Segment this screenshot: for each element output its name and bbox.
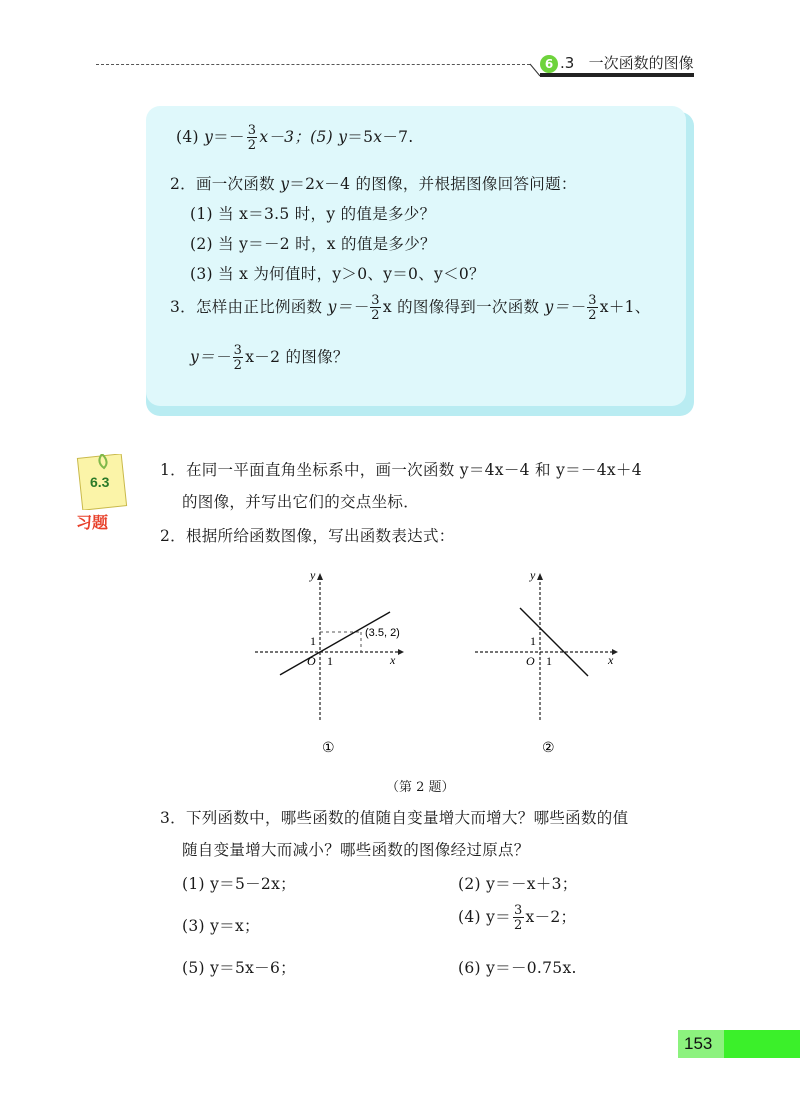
graph-1: [255, 568, 404, 756]
fraction: $\frac{3}{2}$: [371, 293, 380, 323]
graph-1-series-line: [280, 612, 390, 675]
graph-2-tick-x: 1: [546, 654, 552, 668]
graph-2: [475, 568, 618, 756]
box-question-2: 2．画一次函数 y＝2x－4 的图像，并根据图像回答问题：: [170, 175, 577, 193]
graph-1-point-label: (3.5, 2): [365, 627, 400, 639]
graph-1-x-label: x: [390, 653, 396, 667]
page-number: 153: [684, 1034, 713, 1053]
exercise-badge: [72, 454, 130, 536]
graph-2-tick-y: 1: [530, 634, 536, 648]
graph-1-tick-y: 1: [310, 634, 316, 648]
graph-1-tick-x: 1: [327, 654, 333, 668]
badge-label: 习题: [76, 513, 109, 532]
graph-2-x-label: x: [608, 653, 614, 667]
graph-2-origin: O: [526, 654, 535, 668]
exercise-3-option-4: (4) y＝ $\frac{3}{2}$ x－2；: [458, 903, 577, 933]
exercise-3-option-2: (2) y＝－x＋3；: [458, 875, 578, 893]
box-item-4-5: (4) y＝－ $\frac{3}{2}$ x－3；(5) y＝5x－7.: [176, 123, 414, 153]
fraction: $\frac{3}{2}$: [588, 293, 597, 323]
exercise-3-line2: 随自变量增大而减小？哪些函数的图像经过原点？: [182, 841, 530, 859]
box-q2-sub1: (1) 当 x＝3.5 时，y 的值是多少？: [190, 205, 436, 223]
box-q2-sub2: (2) 当 y＝－2 时，x 的值是多少？: [190, 235, 436, 253]
section-title: 一次函数的图像: [588, 54, 694, 72]
exercise-3-line1: 3．下列函数中，哪些函数的值随自变量增大而增大？哪些函数的值: [160, 809, 629, 827]
exercise-1-line2: 的图像，并写出它们的交点坐标．: [182, 493, 420, 511]
exercise-1-line1: 1．在同一平面直角坐标系中，画一次函数 y＝4x－4 和 y＝－4x＋4: [160, 461, 642, 479]
function-graphs-figure: [240, 560, 630, 790]
graph-1-y-label: y: [310, 568, 316, 582]
section-header: [540, 52, 694, 73]
graph-1-origin: O: [307, 654, 316, 668]
graph-2-caption: ②: [542, 741, 555, 756]
exercise-3-option-3: (3) y＝x；: [182, 917, 260, 935]
figure-caption: （第 2 题）: [386, 780, 455, 795]
graph-2-y-label: y: [530, 568, 536, 582]
section-number-badge: 6: [540, 55, 558, 73]
exercise-2: 2．根据所给函数图像，写出函数表达式：: [160, 527, 455, 545]
section-suffix: .3: [560, 54, 575, 72]
exercise-3-option-6: (6) y＝－0.75x.: [458, 959, 577, 977]
exercise-3-option-5: (5) y＝5x－6；: [182, 959, 296, 977]
fraction: $\frac{3}{2}$: [233, 343, 243, 373]
exercise-3-option-1: (1) y＝5－2x；: [182, 875, 296, 893]
box-question-3-line2: y＝－ $\frac{3}{2}$ x－2 的图像？: [190, 343, 349, 373]
graph-1-caption: ①: [322, 741, 335, 756]
fraction: $\frac{3}{2}$: [247, 123, 257, 153]
box-q2-sub3: (3) 当 x 为何值时，y＞0、y＝0、y＜0？: [190, 265, 485, 283]
fraction: $\frac{3}{2}$: [513, 903, 523, 933]
badge-number: 6.3: [90, 474, 110, 490]
header-bar: [540, 73, 694, 77]
box-question-3-line1: 3．怎样由正比例函数 y＝－ $\frac{3}{2}$ x 的图像得到一次函数 y＝－ $\frac{3}{2}$ x＋1、: [170, 293, 651, 323]
